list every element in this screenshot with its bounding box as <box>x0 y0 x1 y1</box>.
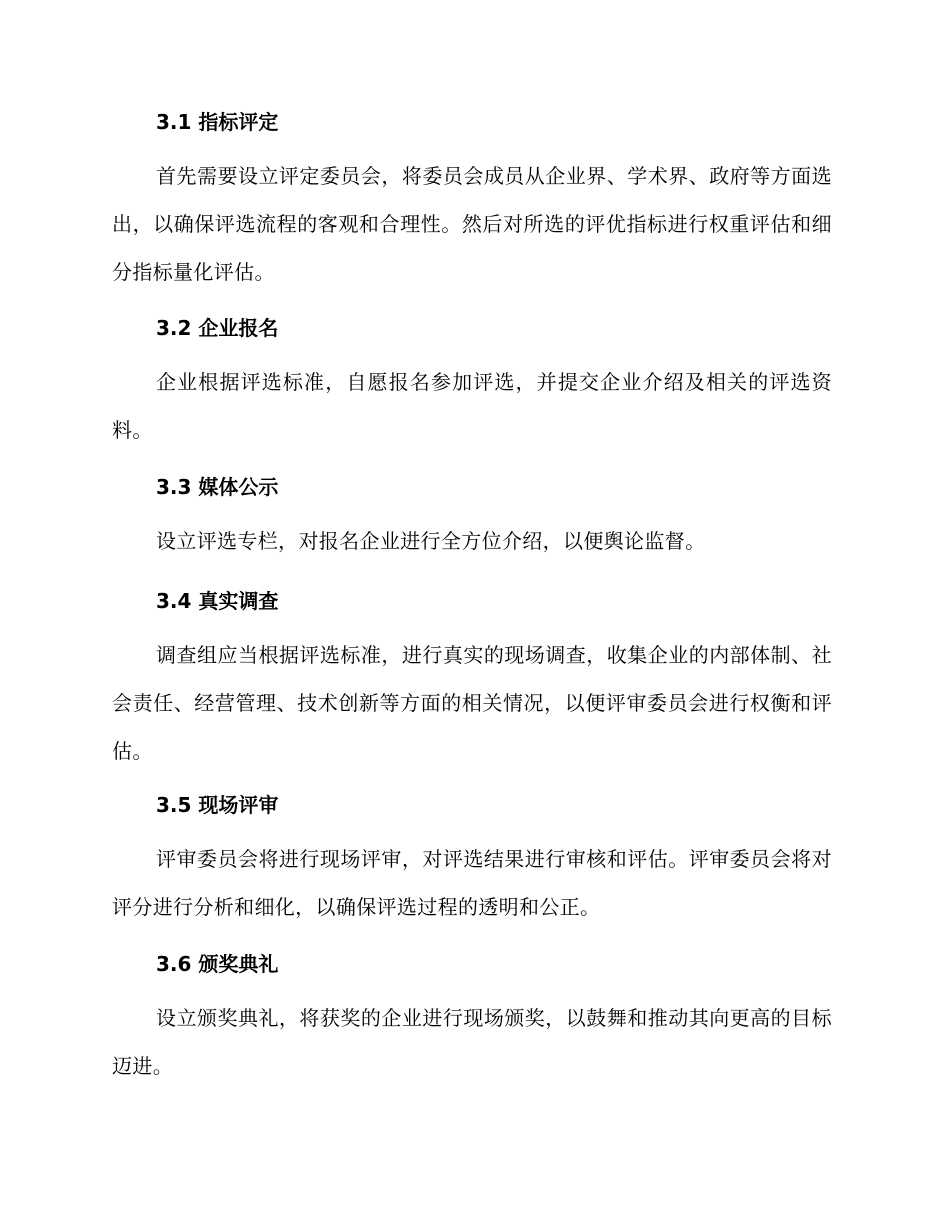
section-heading: 3.4 真实调查 <box>156 589 279 613</box>
section-heading: 3.3 媒体公示 <box>156 475 279 499</box>
section-3-1 <box>112 108 832 314</box>
section-paragraph: 企业根据评选标准，自愿报名参加评选，并提交企业介绍及相关的评选资料。 <box>112 370 832 442</box>
section-paragraph: 设立评选专栏，对报名企业进行全方位介绍，以便舆论监督。 <box>156 529 706 553</box>
section-3-5 <box>112 791 832 950</box>
section-heading: 3.6 颁奖典礼 <box>156 952 279 976</box>
section-3-3 <box>112 473 832 587</box>
document-content <box>112 108 832 1110</box>
section-3-2 <box>112 314 832 473</box>
section-heading: 3.5 现场评审 <box>156 793 279 817</box>
section-paragraph: 评审委员会将进行现场评审，对评选结果进行审核和评估。评审委员会将对评分进行分析和细化，以确保评选过程的透明和公正。 <box>112 847 832 919</box>
section-paragraph: 首先需要设立评定委员会，将委员会成员从企业界、学术界、政府等方面选出，以确保评选流程的客观和合理性。然后对所选的评优指标进行权重评估和细分指标量化评估。 <box>112 164 832 284</box>
section-heading: 3.2 企业报名 <box>156 316 279 340</box>
section-paragraph: 调查组应当根据评选标准，进行真实的现场调查，收集企业的内部体制、社会责任、经营管理、技术创新等方面的相关情况，以便评审委员会进行权衡和评估。 <box>112 643 832 763</box>
section-3-4 <box>112 587 832 791</box>
section-paragraph: 设立颁奖典礼，将获奖的企业进行现场颁奖，以鼓舞和推动其向更高的目标迈进。 <box>112 1006 832 1078</box>
section-heading: 3.1 指标评定 <box>156 110 279 134</box>
section-3-6 <box>112 950 832 1110</box>
